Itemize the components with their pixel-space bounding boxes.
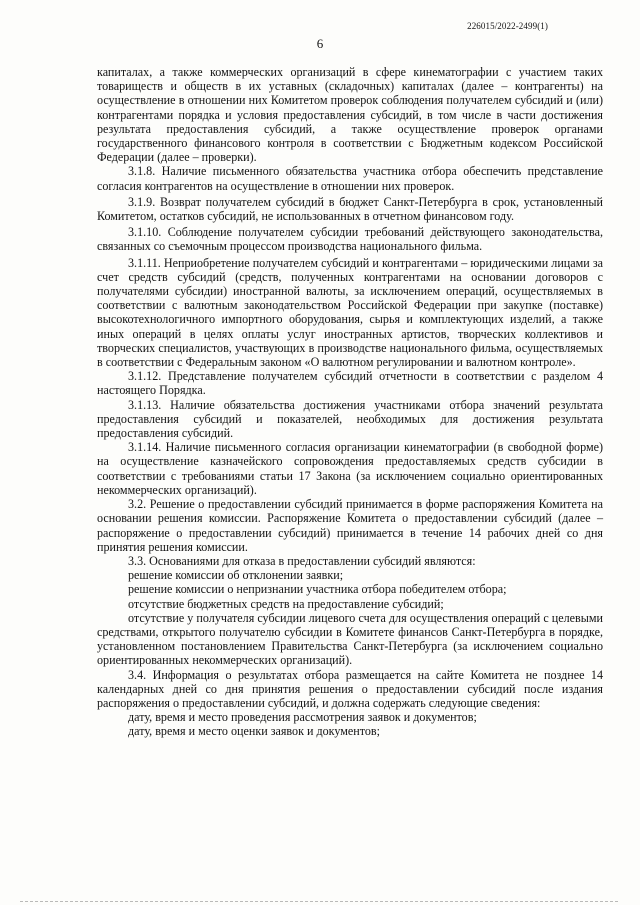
paragraph-3-4: 3.4. Информация о результатах отбора размещается на сайте Комитета не позднее 14 календарных дней со дня принятия решения о предоставлении субсидий после издания распоряжения о предоставлении субсидий, и должна содержать следующие сведения: xyxy=(97,667,603,710)
document-body xyxy=(97,65,603,739)
paragraph-3-1-13: 3.1.13. Наличие обязательства достижения участниками отбора значений результата предоставления субсидий и показателей, необходимых для достижения результата предоставления субсидий. xyxy=(97,397,603,441)
scan-edge-divider xyxy=(20,901,620,902)
paragraph-3-1-14: 3.1.14. Наличие письменного согласия организации кинематографии (в свободной форме) на осуществление казначейского сопровождения предоставляемых средств субсидии в соответствии с требованиями статьи 17 Закона (за исключением социально ориентированных некоммерческих организаций). xyxy=(97,440,603,497)
list-item: решение комиссии об отклонении заявки; xyxy=(128,568,344,583)
paragraph-3-1-11: 3.1.11. Неприобретение получателем субсидий и контрагентами – юридическими лицами за счет средств субсидий (средств, полученных контрагентами на основании договоров с получателями субсидии) иностранной валюты, за исключением операций, осуществляемых в соответствии с валютным законодательством Российской Федерации при закупке (поставке) высокотехнологичного импортного оборудования, сырья и комплектующих изделий, а также иных операций в целях оплаты услуг иностранных артистов, творческих коллективов и творческих специалистов, участвующих в производстве национального фильма, осуществляемых в соответствии с Федеральным законом «О валютном регулировании и валютном контроле». xyxy=(97,255,603,370)
list-item: решение комиссии о непризнании участника отбора победителем отбора; xyxy=(128,582,507,597)
paragraph-3-1-10: 3.1.10. Соблюдение получателем субсидии требований действующего законодательства, связанных со съемочным процессом производства национального фильма. xyxy=(97,225,603,254)
paragraph-3-3: 3.3. Основаниями для отказа в предоставлении субсидий являются: xyxy=(128,553,476,568)
paragraph-3-2: 3.2. Решение о предоставлении субсидий принимается в форме распоряжения Комитета на основании решения комиссии. Распоряжение Комитета о предоставлении субсидий (далее – распоряжение о предоставлении субсидий) принимается в течение 14 рабочих дней со дня принятия решения комиссии. xyxy=(97,497,603,554)
document-id: 226015/2022-2499(1) xyxy=(467,21,548,31)
paragraph-3-1-9: 3.1.9. Возврат получателем субсидий в бюджет Санкт-Петербурга в срок, установленный Комитетом, остатков субсидий, не использованных в отчетном финансовом году. xyxy=(97,194,603,224)
paragraph: капиталах, а также коммерческих организаций в сфере кинематографии с участием таких товариществ и обществ в их уставных (складочных) капиталах (далее – контрагенты) на осуществление в отношении них Комитетом проверок соблюдения получателем субсидий и (или) контрагентами порядка и условия предоставления субсидий, в том числе в части достижения результата предоставления субсидий, а также осуществление проверок органами государственного финансового контроля в соответствии с Бюджетным кодексом Российской Федерации (далее – проверки). xyxy=(97,65,603,165)
list-item: дату, время и место оценки заявок и документов; xyxy=(128,724,380,739)
paragraph-3-1-12: 3.1.12. Представление получателем субсидий отчетности в соответствии с разделом 4 настоящего Порядка. xyxy=(97,369,603,398)
list-item: отсутствие у получателя субсидии лицевого счета для осуществления операций с целевыми средствами, открытого получателю субсидии в Комитете финансов Санкт-Петербурга в порядке, установленном постановлением Правительства Санкт-Петербурга (за исключением социально ориентированных некоммерческих организаций). xyxy=(97,610,603,668)
list-item: дату, время и место проведения рассмотрения заявок и документов; xyxy=(128,710,477,725)
paragraph-3-1-8: 3.1.8. Наличие письменного обязательства участника отбора обеспечить представление согласия контрагентов на осуществление в отношении них проверок. xyxy=(97,164,603,193)
list-item: отсутствие бюджетных средств на предоставление субсидий; xyxy=(128,596,444,611)
page-number: 6 xyxy=(316,36,324,51)
